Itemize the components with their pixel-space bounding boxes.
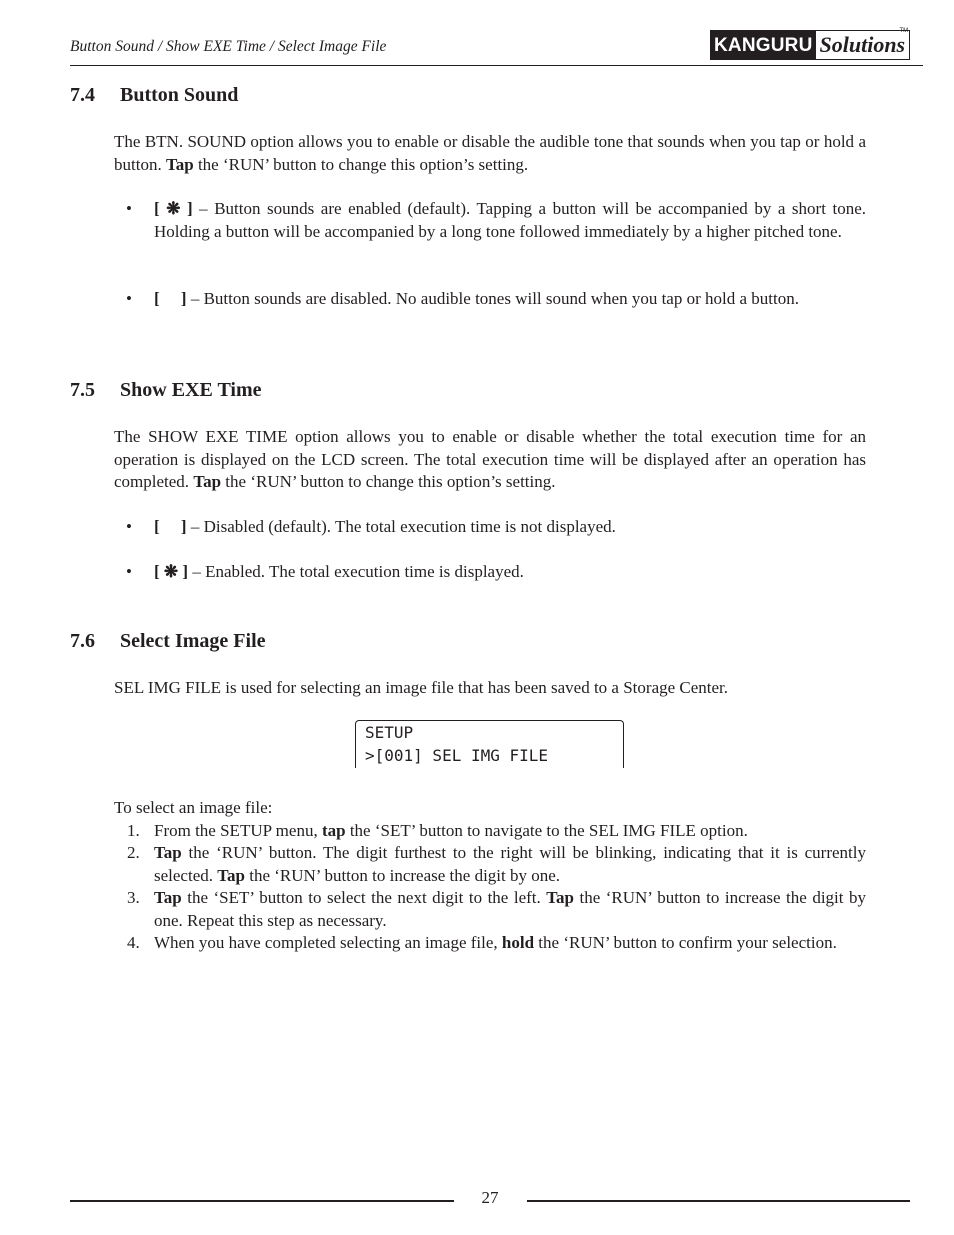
logo-brand-text: KANGURU [711,31,816,59]
list-item [126,288,866,311]
logo-trademark: TM [899,28,909,34]
bullet-icon: • [126,517,132,536]
steps-intro: To select an image file: [114,798,273,817]
running-header-title: Button Sound / Show EXE Time / Select Image File [70,38,387,55]
bullet-text: – Disabled (default). The total execution time is not displayed. [186,517,616,536]
bold-text: Tap [546,888,574,907]
logo-box [710,30,910,60]
bullet-icon: • [126,562,132,581]
logo-solutions-text: Solutions [819,32,906,57]
bullet-text: – Button sounds are disabled. No audible tones will sound when you tap or hold a button. [186,289,799,308]
text: The SHOW EXE TIME option allows you to enable or disable whether the total execution time for an operation is displayed on the LCD screen. The total execution time will be displayed after an operation has completed. [114,427,866,491]
text: the ‘SET’ button to select the next digit to the left. [181,888,547,907]
bold-text: Tap [154,843,182,862]
bold-text: Tap [217,865,245,885]
text: The BTN. SOUND option allows you to enable or disable the audible tone that sounds when you tap or hold a button. [114,132,866,174]
list-item [126,198,866,243]
step-number: 3. [127,888,140,907]
text: the ‘RUN’ button. The digit furthest to the right will be blinking, indicating that it is currently selected. [154,843,866,885]
bold-text: Tap [165,154,194,174]
text: the ‘RUN’ button to change this option’s setting. [193,154,529,174]
numbered-step [127,842,866,887]
list-item [126,561,866,584]
list-item [126,516,866,539]
text: the ‘RUN’ button to change this option’s setting. [221,472,556,491]
section-7-5-paragraph [114,426,866,494]
section-heading-7-5 [70,379,262,402]
option-indicator-disabled: [ ] [154,289,187,308]
kanguru-logo [710,30,910,60]
section-7-6-paragraph: SEL IMG FILE is used for selecting an image file that has been saved to a Storage Center. [114,678,729,697]
footer-rule-left [70,1200,454,1202]
header-rule [70,65,923,66]
page-number: 27 [481,1188,499,1207]
text: the ‘SET’ button to navigate to the SEL IMG FILE option. [345,821,748,840]
lcd-display [355,720,624,768]
step-number: 1. [127,821,140,840]
bold-text: tap [321,821,346,840]
text: the ‘RUN’ button to confirm your selection. [534,933,837,952]
numbered-step [127,932,866,955]
bullet-icon: • [126,289,132,308]
bullet-text: – Button sounds are enabled (default). Tapping a button will be accompanied by a short tone. Holding a button will be accompanied by a long tone followed immediately by a higher pitched tone. [154,199,866,241]
section-title: Button Sound [120,84,239,106]
lcd-line-2: >[001] SEL IMG FILE [365,746,549,765]
text: the ‘RUN’ button to increase the digit by one. [244,865,561,885]
text: the ‘RUN’ button to increase the digit by one. Repeat this step as necessary. [154,888,866,930]
lcd-line-1: SETUP [365,723,414,742]
section-title: Show EXE Time [120,379,262,401]
bullet-text: – Enabled. The total execution time is displayed. [188,562,524,581]
numbered-step [127,820,866,843]
bullet-icon: • [126,199,132,218]
section-number: 7.5 [70,379,95,401]
bold-text: Tap [154,888,182,907]
option-indicator-enabled: [ ❋ ] [154,562,189,581]
section-number: 7.4 [70,84,95,106]
bold-text: Tap [193,472,222,491]
text: From the SETUP menu, [154,821,322,840]
section-title: Select Image File [120,630,266,652]
bold-text: hold [501,933,535,952]
section-heading-7-4 [70,84,238,107]
option-indicator-enabled: [ ❋ ] [154,199,193,218]
section-heading-7-6 [70,630,266,653]
section-7-4-paragraph [114,131,866,176]
section-number: 7.6 [70,630,95,652]
step-number: 2. [127,843,140,862]
text: When you have completed selecting an image file, [154,933,502,952]
footer-rule-right [527,1200,910,1202]
numbered-step [127,887,866,932]
option-indicator-disabled: [ ] [154,517,187,536]
step-number: 4. [127,933,140,952]
